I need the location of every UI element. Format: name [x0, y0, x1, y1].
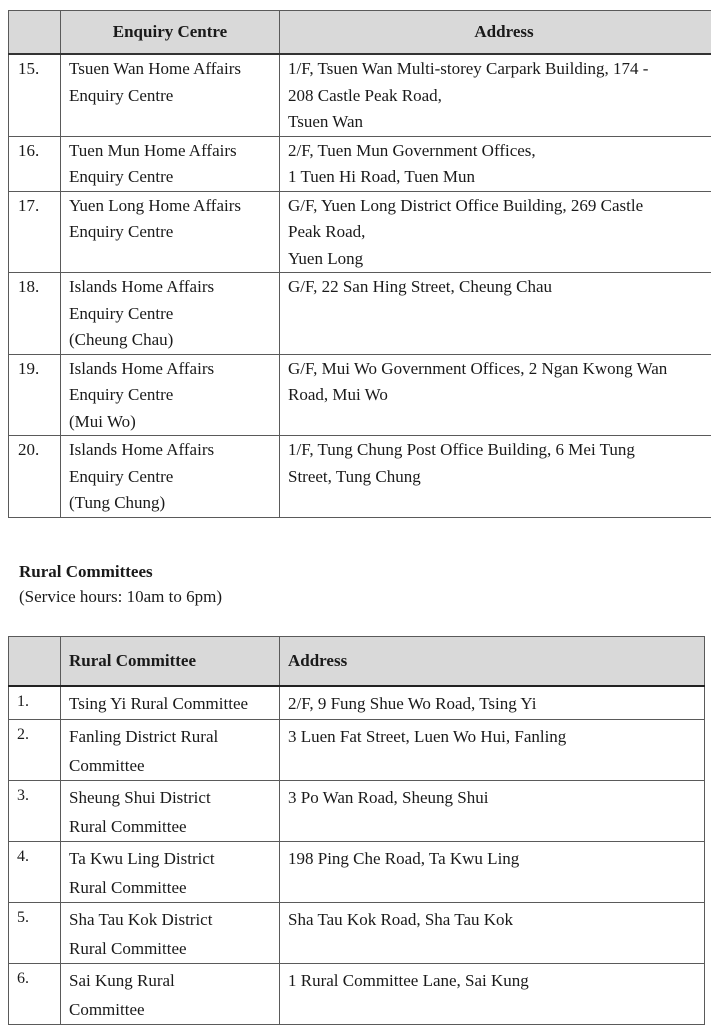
rural-committee-address: 3 Po Wan Road, Sheung Shui: [280, 781, 705, 842]
row-number: 16.: [9, 136, 61, 191]
table-row: [9, 686, 705, 720]
header-rural-committee: Rural Committee: [61, 637, 280, 687]
table-header-row: [9, 11, 711, 55]
section-title: Rural Committees: [19, 560, 153, 584]
enquiry-centre-name: Islands Home Affairs Enquiry Centre (Mui Wo): [61, 354, 280, 436]
table-row: [9, 273, 711, 355]
enquiry-centre-address: G/F, Mui Wo Government Offices, 2 Ngan Kwong Wan Road, Mui Wo: [280, 354, 711, 436]
rural-committee-name: Ta Kwu Ling District Rural Committee: [61, 842, 280, 903]
enquiry-centre-name: Islands Home Affairs Enquiry Centre (Cheung Chau): [61, 273, 280, 355]
rural-committee-address: Sha Tau Kok Road, Sha Tau Kok: [280, 903, 705, 964]
header-address: Address: [280, 637, 705, 687]
row-number: 6.: [9, 964, 61, 1025]
rural-committee-address: 2/F, 9 Fung Shue Wo Road, Tsing Yi: [280, 686, 705, 720]
table-row: [9, 436, 711, 518]
table-row: [9, 964, 705, 1025]
enquiry-centre-name: Yuen Long Home Affairs Enquiry Centre: [61, 191, 280, 273]
enquiry-centre-name: Tuen Mun Home Affairs Enquiry Centre: [61, 136, 280, 191]
row-number: 19.: [9, 354, 61, 436]
table-row: [9, 354, 711, 436]
row-number: 4.: [9, 842, 61, 903]
rural-committee-name: Sha Tau Kok District Rural Committee: [61, 903, 280, 964]
table-row: [9, 903, 705, 964]
row-number: 18.: [9, 273, 61, 355]
table-row: [9, 720, 705, 781]
header-number: [9, 11, 61, 55]
row-number: 20.: [9, 436, 61, 518]
enquiry-centre-address: 1/F, Tung Chung Post Office Building, 6 Mei Tung Street, Tung Chung: [280, 436, 711, 518]
row-number: 17.: [9, 191, 61, 273]
rural-committee-name: Sai Kung Rural Committee: [61, 964, 280, 1025]
rural-committee-name: Sheung Shui District Rural Committee: [61, 781, 280, 842]
table-row: [9, 191, 711, 273]
table-row: [9, 781, 705, 842]
enquiry-centre-address: 1/F, Tsuen Wan Multi-storey Carpark Building, 174 - 208 Castle Peak Road, Tsuen Wan: [280, 54, 711, 136]
enquiry-centre-name: Tsuen Wan Home Affairs Enquiry Centre: [61, 54, 280, 136]
row-number: 1.: [9, 686, 61, 720]
header-address: Address: [280, 11, 711, 55]
header-enquiry-centre: Enquiry Centre: [61, 11, 280, 55]
enquiry-centre-address: G/F, 22 San Hing Street, Cheung Chau: [280, 273, 711, 355]
rural-committee-address: 198 Ping Che Road, Ta Kwu Ling: [280, 842, 705, 903]
row-number: 3.: [9, 781, 61, 842]
enquiry-centre-table: [8, 10, 711, 518]
enquiry-centre-address: 2/F, Tuen Mun Government Offices, 1 Tuen Hi Road, Tuen Mun: [280, 136, 711, 191]
rural-committee-name: Tsing Yi Rural Committee: [61, 686, 280, 720]
table-row: [9, 136, 711, 191]
row-number: 15.: [9, 54, 61, 136]
enquiry-centre-address: G/F, Yuen Long District Office Building, 269 Castle Peak Road, Yuen Long: [280, 191, 711, 273]
rural-committee-address: 3 Luen Fat Street, Luen Wo Hui, Fanling: [280, 720, 705, 781]
enquiry-centre-name: Islands Home Affairs Enquiry Centre (Tung Chung): [61, 436, 280, 518]
table-row: [9, 54, 711, 136]
table-header-row: [9, 637, 705, 687]
section-subtitle: (Service hours: 10am to 6pm): [19, 585, 222, 609]
header-number: [9, 637, 61, 687]
table-row: [9, 842, 705, 903]
row-number: 2.: [9, 720, 61, 781]
rural-committee-table: [8, 636, 705, 1025]
rural-committee-address: 1 Rural Committee Lane, Sai Kung: [280, 964, 705, 1025]
rural-committee-name: Fanling District Rural Committee: [61, 720, 280, 781]
row-number: 5.: [9, 903, 61, 964]
